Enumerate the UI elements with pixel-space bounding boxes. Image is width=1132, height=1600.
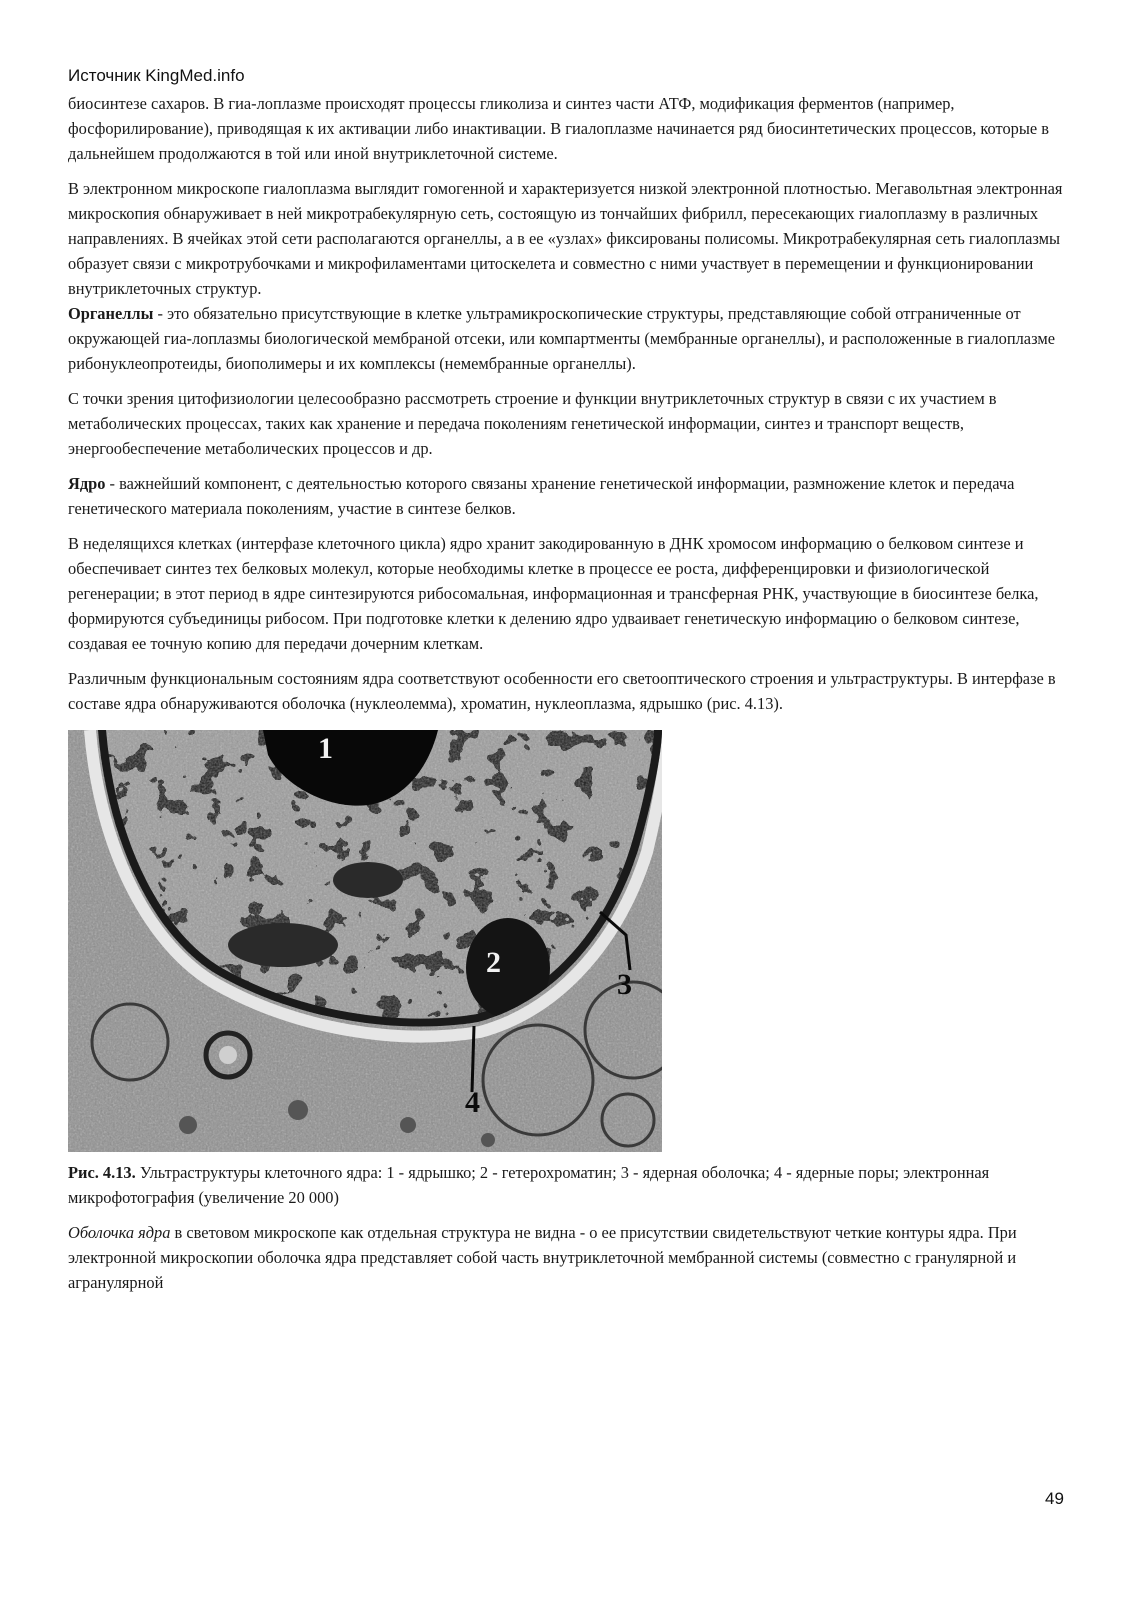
paragraph-hyaloplasm-processes: биосинтезе сахаров. В гиа-лоплазме происходят процессы гликолиза и синтез части АТФ, модификация ферментов (например, фосфорилирование), приводящая к их активации либо инактивации. В гиалоплазме начинается ряд биосинтетических процессов, которые в дальнейшем продолжаются в той или иной внутриклеточной системе. (68, 94, 1049, 163)
paragraph-nucleus-structure: Различным функциональным состояниям ядра соответствуют особенности его светооптического строения и ультраструктуры. В интерфазе в составе ядра обнаруживаются оболочка (нуклеолемма), хроматин, нуклеоплазма, ядрышко (рис. 4.13). (68, 669, 1056, 713)
paragraph-nuclear-envelope (68, 1220, 1064, 1295)
source-header: Источник KingMed.info (68, 66, 245, 85)
figure-electron-micrograph (68, 730, 662, 1152)
term-nuclear-envelope: Оболочка ядра (68, 1223, 171, 1242)
term-nucleus: Ядро (68, 474, 106, 493)
nucleus-definition: - важнейший компонент, с деятельностью которого связаны хранение генетической информации, размножение клеток и передача генетического материала поколениям, участие в синтезе белков. (68, 474, 1015, 518)
paragraph-electron-microscopy: В электронном микроскопе гиалоплазма выглядит гомогенной и характеризуется низкой электронной плотностью. Мегавольтная электронная микроскопия обнаруживает в ней микротрабекулярную сеть, состоящую из тончайших фибрилл, пересекающих гиалоплазму в различных направлениях. В ячейках этой сети располагаются органеллы, а в ее «узлах» фиксированы полисомы. Микротрабекулярная сеть гиалоплазмы образует связи с микротрубочками и микрофиламентами цитоскелета и совместно с ними участвует в перемещении и функционировании внутриклеточных структур. (68, 179, 1063, 298)
figure-label-2: 2 (486, 946, 501, 979)
paragraph-organelles (68, 301, 1064, 376)
figure-label-4: 4 (465, 1086, 480, 1119)
figure-label-1: 1 (318, 732, 333, 765)
caption-label: Рис. 4.13. (68, 1163, 136, 1182)
figure-label-3: 3 (617, 968, 632, 1001)
page-body (68, 91, 1064, 1305)
paragraph-interphase: В неделящихся клетках (интерфазе клеточного цикла) ядро хранит закодированную в ДНК хромосом информацию о белковом синтезе и обеспечивает синтез тех белковых молекул, которые необходимы клетке в процессе ее роста, дифференцировки и физиологической регенерации; в этот период в ядре синтезируются рибосомальная, информационная и трансферная РНК, участвующие в биосинтезе белка, формируются субъединицы рибосом. При подготовке клетки к делению ядро удваивает генетическую информацию о белковом синтезе, создавая ее точную копию для передачи дочерним клеткам. (68, 534, 1039, 653)
page-number: 49 (1045, 1489, 1064, 1508)
paragraph-cytophysiology: С точки зрения цитофизиологии целесообразно рассмотреть строение и функции внутриклеточных структур в связи с их участием в метаболических процессах, таких как хранение и передача поколениям генетической информации, синтез и транспорт веществ, энергообеспечение метаболических процессов и др. (68, 389, 997, 458)
caption-text: Ультраструктуры клеточного ядра: 1 - ядрышко; 2 - гетерохроматин; 3 - ядерная оболочка; 4 - ядерные поры; электронная микрофотография (увеличение 20 000) (68, 1163, 990, 1207)
paragraph-nucleus (68, 471, 1064, 521)
nuclear-envelope-text: в световом микроскопе как отдельная структура не видна - о ее присутствии свидетельствуют четкие контуры ядра. При электронной микроскопии оболочка ядра представляет собой часть внутриклеточной мембранной системы (совместно с гранулярной и агранулярной (68, 1223, 1017, 1292)
figure-caption (68, 1160, 1064, 1210)
micrograph-image (68, 730, 662, 1152)
term-organelles: Органеллы (68, 304, 154, 323)
organelles-definition: - это обязательно присутствующие в клетке ультрамикроскопические структуры, представляющие собой отграниченные от окружающей гиа-лоплазмы биологической мембраной отсеки, или компартменты (мембранные органеллы), и расположенные в гиалоплазме рибонуклеопротеиды, биополимеры и их комплексы (немембранные органеллы). (68, 304, 1055, 373)
